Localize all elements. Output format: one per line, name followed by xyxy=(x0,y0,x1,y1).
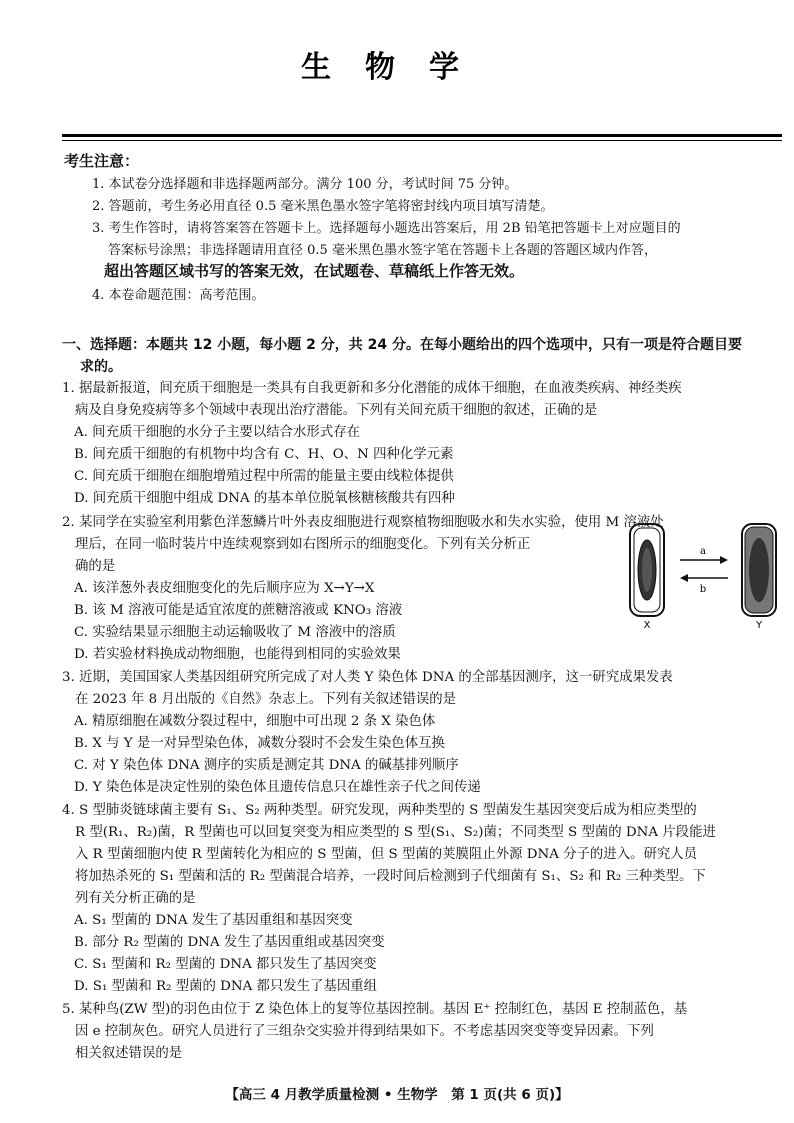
question-4-stem: 入 R 型菌细胞内使 R 型菌转化为相应的 S 型菌，但 S 型菌的荚膜阻止外源 DNA 分子的进入。研究人员 xyxy=(75,847,698,862)
question-2-option-b: B. 该 M 溶液可能是适宜浓度的蔗糖溶液或 KNO₃ 溶液 xyxy=(74,603,403,618)
question-2-stem: 2. 某同学在实验室利用紫色洋葱鳞片叶外表皮细胞进行观察植物细胞吸水和失水实验，使用 M 溶液处 xyxy=(62,515,664,530)
question-5-stem: 因 e 控制灰色。研究人员进行了三组杂交实验并得到结果如下。不考虑基因突变等变异因素。下列 xyxy=(75,1024,654,1039)
notice-item: 答案标号涂黑；非选择题请用直径 0.5 毫米黑色墨水签字笔在答题卡上各题的答题区域内作答， xyxy=(108,243,657,258)
question-2-option-d: D. 若实验材料换成动物细胞，也能得到相同的实验效果 xyxy=(74,647,401,662)
question-2-option-c: C. 实验结果显示细胞主动运输吸收了 M 溶液中的溶质 xyxy=(74,625,396,640)
question-1-option-c: C. 间充质干细胞在细胞增殖过程中所需的能量主要由线粒体提供 xyxy=(74,469,454,484)
question-3-option-d: D. Y 染色体是决定性别的染色体且遗传信息只在雄性亲子代之间传递 xyxy=(74,780,481,795)
question-3-option-c: C. 对 Y 染色体 DNA 测序的实质是测定其 DNA 的碱基排列顺序 xyxy=(74,758,459,773)
notice-item-emphasis: 超出答题区域书写的答案无效，在试题卷、草稿纸上作答无效。 xyxy=(104,262,525,280)
cell-plasmolysis-figure xyxy=(620,520,790,632)
header-rule-thin xyxy=(62,140,782,141)
arrow-a xyxy=(680,556,728,564)
question-4-stem: 列有关分析正确的是 xyxy=(75,891,196,906)
question-1-stem: 病及自身免疫病等多个领域中表现出治疗潜能。下列有关间充质干细胞的叙述，正确的是 xyxy=(75,403,598,418)
notice-item: 4. 本卷命题范围：高考范围。 xyxy=(92,288,265,303)
notice-item: 2. 答题前，考生务必用直径 0.5 毫米黑色墨水签字笔将密封线内项目填写清楚。 xyxy=(92,199,554,214)
arrow-b xyxy=(680,574,728,582)
cell-y-label: Y xyxy=(755,620,763,631)
question-1-stem: 1. 据最新报道，间充质干细胞是一类具有自我更新和多分化潜能的成体干细胞，在血液类疾病、神经类疾 xyxy=(62,381,682,396)
page-footer: 【高三 4 月教学质量检测 • 生物学 第 1 页(共 6 页)】 xyxy=(225,1087,569,1103)
notice-heading: 考生注意： xyxy=(64,152,140,170)
question-4-option-a: A. S₁ 型菌的 DNA 发生了基因重组和基因突变 xyxy=(74,913,353,928)
question-2-stem: 确的是 xyxy=(75,559,116,574)
question-1-option-b: B. 间充质干细胞的有机物中均含有 C、H、O、N 四种化学元素 xyxy=(74,447,454,462)
header-rule-thick xyxy=(62,134,782,137)
question-3-option-b: B. X 与 Y 是一对异型染色体，减数分裂时不会发生染色体互换 xyxy=(74,736,445,751)
section-heading xyxy=(62,334,786,378)
question-4-option-b: B. 部分 R₂ 型菌的 DNA 发生了基因重组或基因突变 xyxy=(74,935,385,950)
question-4-option-c: C. S₁ 型菌和 R₂ 型菌的 DNA 都只发生了基因突变 xyxy=(74,957,377,972)
question-4-stem: 4. S 型肺炎链球菌主要有 S₁、S₂ 两种类型。研究发现，两种类型的 S 型菌发生基因突变后成为相应类型的 xyxy=(62,803,697,818)
notice-item: 1. 本试卷分选择题和非选择题两部分。满分 100 分，考试时间 75 分钟。 xyxy=(92,177,518,192)
question-5-stem: 5. 某种鸟(ZW 型)的羽色由位于 Z 染色体上的复等位基因控制。基因 E⁺ 控制红色，基因 E 控制蓝色，基 xyxy=(62,1002,688,1017)
page-title: 生物学 xyxy=(301,50,493,85)
question-5-stem: 相关叙述错误的是 xyxy=(75,1046,183,1061)
arrow-b-label: b xyxy=(699,584,707,595)
question-1-option-d: D. 间充质干细胞中组成 DNA 的基本单位脱氧核糖核酸共有四种 xyxy=(74,491,455,506)
question-1-option-a: A. 间充质干细胞的水分子主要以结合水形式存在 xyxy=(74,425,360,440)
cell-y xyxy=(742,524,776,616)
arrow-a-label: a xyxy=(700,546,706,557)
section-heading-line: 一、选择题：本题共 12 小题，每小题 2 分，共 24 分。在每小题给出的四个选项中，只有一项是符合题目要 xyxy=(62,337,742,353)
question-4-option-d: D. S₁ 型菌和 R₂ 型菌的 DNA 都只发生了基因重组 xyxy=(74,979,378,994)
question-2-stem: 理后，在同一临时装片中连续观察到如右图所示的细胞变化。下列有关分析正 xyxy=(75,537,531,552)
cell-x xyxy=(630,524,664,616)
notice-item: 3. 考生作答时，请将答案答在答题卡上。选择题每小题选出答案后，用 2B 铅笔把答题卡上对应题目的 xyxy=(92,221,681,236)
question-4-stem: 将加热杀死的 S₁ 型菌和活的 R₂ 型菌混合培养，一段时间后检测到子代细菌有 S₁、S₂ 和 R₂ 三种类型。下 xyxy=(75,869,706,884)
question-4-stem: R 型(R₁、R₂)菌，R 型菌也可以回复突变为相应类型的 S 型(S₁、S₂)菌；不同类型 S 型菌的 DNA 片段能进 xyxy=(75,825,716,840)
question-2-option-a: A. 该洋葱外表皮细胞变化的先后顺序应为 X→Y→X xyxy=(74,581,375,596)
cell-x-label: X xyxy=(643,620,651,631)
question-3-stem: 3. 近期，美国国家人类基因组研究所完成了对人类 Y 染色体 DNA 的全部基因测序，这一研究成果发表 xyxy=(62,670,673,685)
section-heading-line: 求的。 xyxy=(80,359,122,375)
question-3-option-a: A. 精原细胞在减数分裂过程中，细胞中可出现 2 条 X 染色体 xyxy=(74,714,436,729)
question-3-stem: 在 2023 年 8 月出版的《自然》杂志上。下列有关叙述错误的是 xyxy=(75,692,456,707)
